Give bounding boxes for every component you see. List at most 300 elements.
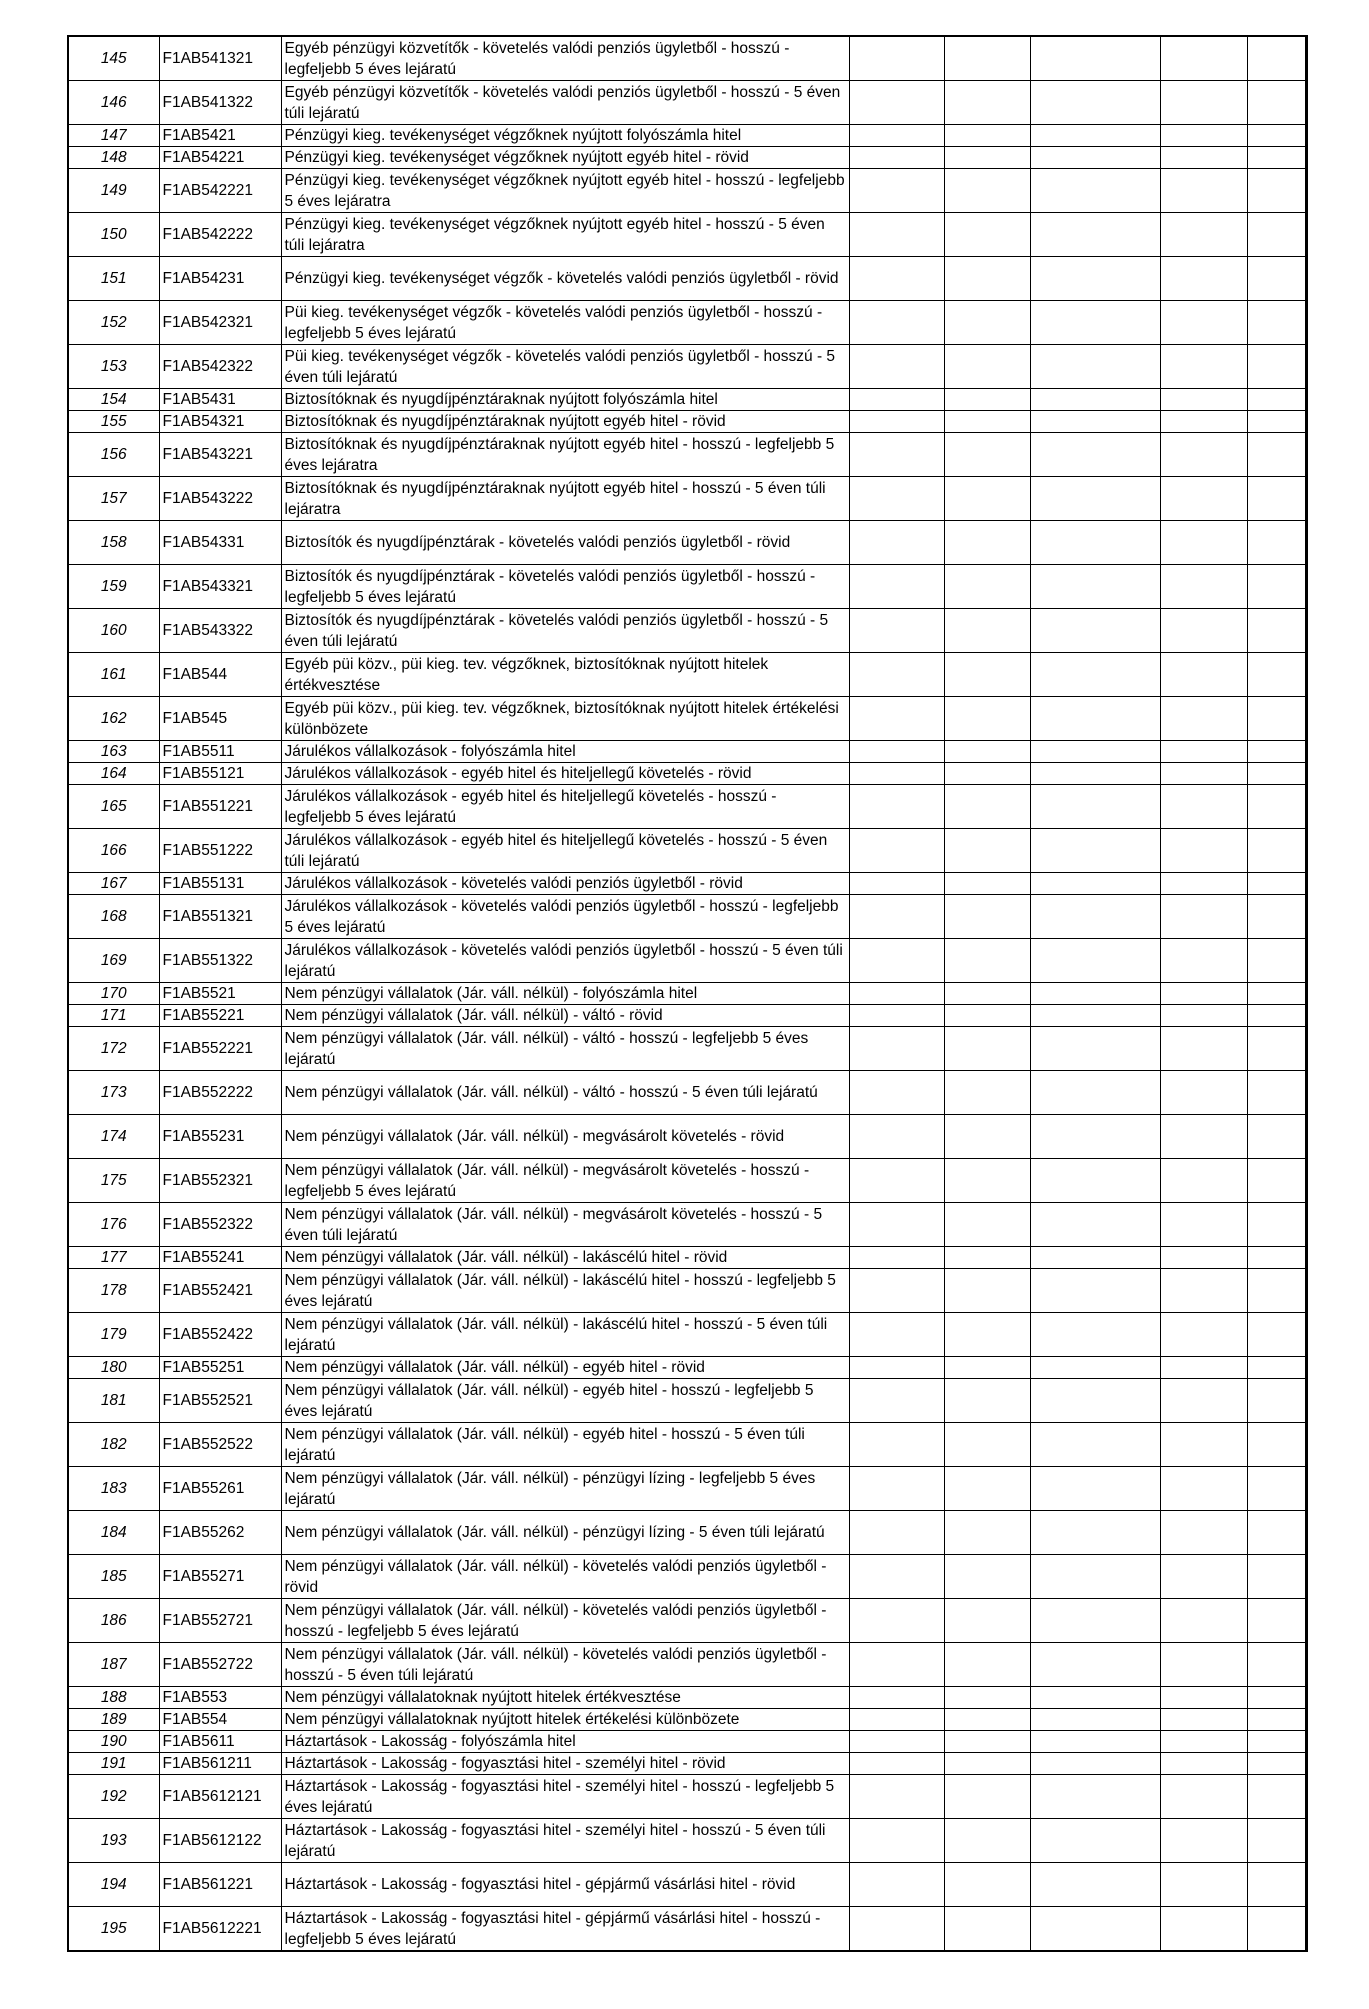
row-description: Háztartások - Lakosság - folyószámla hitel xyxy=(281,1731,849,1753)
value-cell xyxy=(944,697,1030,741)
value-cell xyxy=(849,1071,944,1115)
value-cell xyxy=(1160,411,1247,433)
row-description: Nem pénzügyi vállalatok (Jár. váll. nélkül) - lakáscélú hitel - hosszú - 5 éven túli lejáratú xyxy=(281,1313,849,1357)
table-row xyxy=(68,1731,1306,1753)
value-cell xyxy=(1030,565,1160,609)
value-cell xyxy=(944,477,1030,521)
value-cell xyxy=(1160,763,1247,785)
row-code: F1AB551221 xyxy=(159,785,281,829)
value-cell xyxy=(1160,1159,1247,1203)
row-number: 156 xyxy=(68,433,159,477)
value-cell xyxy=(1247,939,1306,983)
row-code: F1AB5431 xyxy=(159,389,281,411)
value-cell xyxy=(1030,1775,1160,1819)
value-cell xyxy=(849,1709,944,1731)
table-body xyxy=(68,36,1306,1951)
value-cell xyxy=(1160,565,1247,609)
row-code: F1AB552422 xyxy=(159,1313,281,1357)
table-row xyxy=(68,873,1306,895)
value-cell xyxy=(849,1027,944,1071)
row-number: 180 xyxy=(68,1357,159,1379)
value-cell xyxy=(1160,1467,1247,1511)
value-cell xyxy=(1030,1709,1160,1731)
value-cell xyxy=(1160,609,1247,653)
row-description: Járulékos vállalkozások - egyéb hitel és hiteljellegű követelés - hosszú - legfeljebb 5 éves lejáratú xyxy=(281,785,849,829)
row-number: 172 xyxy=(68,1027,159,1071)
value-cell xyxy=(1247,1643,1306,1687)
row-description: Egyéb pénzügyi közvetítők - követelés valódi penziós ügyletből - hosszú - 5 éven túli lejáratú xyxy=(281,81,849,125)
value-cell xyxy=(849,1599,944,1643)
value-cell xyxy=(1160,741,1247,763)
row-number: 177 xyxy=(68,1247,159,1269)
value-cell xyxy=(1160,1511,1247,1555)
row-code: F1AB552221 xyxy=(159,1027,281,1071)
row-description: Nem pénzügyi vállalatok (Jár. váll. nélkül) - egyéb hitel - rövid xyxy=(281,1357,849,1379)
row-number: 193 xyxy=(68,1819,159,1863)
value-cell xyxy=(849,1907,944,1952)
value-cell xyxy=(1160,389,1247,411)
value-cell xyxy=(1030,521,1160,565)
value-cell xyxy=(1160,697,1247,741)
value-cell xyxy=(849,1863,944,1907)
row-description: Biztosítók és nyugdíjpénztárak - követelés valódi penziós ügyletből - hosszú - 5 éven túli lejáratú xyxy=(281,609,849,653)
value-cell xyxy=(1160,477,1247,521)
value-cell xyxy=(849,873,944,895)
value-cell xyxy=(849,301,944,345)
row-description: Nem pénzügyi vállalatok (Jár. váll. nélkül) - megvásárolt követelés - rövid xyxy=(281,1115,849,1159)
value-cell xyxy=(849,345,944,389)
value-cell xyxy=(1247,1115,1306,1159)
row-code: F1AB54231 xyxy=(159,257,281,301)
table-row xyxy=(68,1511,1306,1555)
value-cell xyxy=(849,1753,944,1775)
value-cell xyxy=(1247,829,1306,873)
row-number: 189 xyxy=(68,1709,159,1731)
row-code: F1AB5612122 xyxy=(159,1819,281,1863)
value-cell xyxy=(849,983,944,1005)
value-cell xyxy=(849,1511,944,1555)
row-number: 159 xyxy=(68,565,159,609)
row-description: Járulékos vállalkozások - egyéb hitel és hiteljellegű követelés - hosszú - 5 éven túli lejáratú xyxy=(281,829,849,873)
row-description: Nem pénzügyi vállalatok (Jár. váll. nélkül) - megvásárolt követelés - hosszú - legfeljebb 5 éves lejáratú xyxy=(281,1159,849,1203)
row-number: 151 xyxy=(68,257,159,301)
row-description: Nem pénzügyi vállalatok (Jár. váll. nélkül) - váltó - hosszú - 5 éven túli lejáratú xyxy=(281,1071,849,1115)
table-row xyxy=(68,1709,1306,1731)
value-cell xyxy=(1247,741,1306,763)
table-row xyxy=(68,1467,1306,1511)
row-number: 187 xyxy=(68,1643,159,1687)
value-cell xyxy=(1030,345,1160,389)
value-cell xyxy=(1160,1005,1247,1027)
value-cell xyxy=(944,36,1030,81)
value-cell xyxy=(1030,895,1160,939)
value-cell xyxy=(849,1555,944,1599)
row-number: 162 xyxy=(68,697,159,741)
row-number: 195 xyxy=(68,1907,159,1952)
row-code: F1AB545 xyxy=(159,697,281,741)
value-cell xyxy=(1247,433,1306,477)
value-cell xyxy=(849,1357,944,1379)
value-cell xyxy=(944,1643,1030,1687)
row-number: 184 xyxy=(68,1511,159,1555)
value-cell xyxy=(1247,169,1306,213)
row-number: 168 xyxy=(68,895,159,939)
value-cell xyxy=(1030,1555,1160,1599)
value-cell xyxy=(1160,147,1247,169)
row-description: Biztosítóknak és nyugdíjpénztáraknak nyújtott egyéb hitel - hosszú - 5 éven túli lejáratra xyxy=(281,477,849,521)
row-description: Nem pénzügyi vállalatoknak nyújtott hitelek értékvesztése xyxy=(281,1687,849,1709)
row-number: 169 xyxy=(68,939,159,983)
row-number: 157 xyxy=(68,477,159,521)
row-description: Nem pénzügyi vállalatok (Jár. váll. nélkül) - követelés valódi penziós ügyletből - hosszú - legfeljebb 5 éves lejáratú xyxy=(281,1599,849,1643)
table-row xyxy=(68,609,1306,653)
row-number: 148 xyxy=(68,147,159,169)
table-row xyxy=(68,257,1306,301)
value-cell xyxy=(1247,785,1306,829)
value-cell xyxy=(849,477,944,521)
row-code: F1AB552421 xyxy=(159,1269,281,1313)
row-number: 158 xyxy=(68,521,159,565)
value-cell xyxy=(1247,1203,1306,1247)
value-cell xyxy=(944,125,1030,147)
value-cell xyxy=(944,829,1030,873)
table-row xyxy=(68,1115,1306,1159)
row-number: 181 xyxy=(68,1379,159,1423)
table-row xyxy=(68,1159,1306,1203)
table-row xyxy=(68,1907,1306,1952)
value-cell xyxy=(944,1269,1030,1313)
row-number: 161 xyxy=(68,653,159,697)
value-cell xyxy=(1247,1599,1306,1643)
value-cell xyxy=(1247,1379,1306,1423)
value-cell xyxy=(1247,301,1306,345)
value-cell xyxy=(944,1005,1030,1027)
value-cell xyxy=(944,301,1030,345)
value-cell xyxy=(1030,147,1160,169)
row-code: F1AB55271 xyxy=(159,1555,281,1599)
value-cell xyxy=(1247,609,1306,653)
value-cell xyxy=(944,1071,1030,1115)
value-cell xyxy=(1160,1247,1247,1269)
value-cell xyxy=(1030,389,1160,411)
value-cell xyxy=(1160,1687,1247,1709)
row-code: F1AB552522 xyxy=(159,1423,281,1467)
value-cell xyxy=(944,1819,1030,1863)
value-cell xyxy=(1160,125,1247,147)
value-cell xyxy=(1030,1027,1160,1071)
data-table xyxy=(67,35,1308,1952)
value-cell xyxy=(1247,565,1306,609)
value-cell xyxy=(1160,1731,1247,1753)
value-cell xyxy=(1160,1313,1247,1357)
row-code: F1AB55241 xyxy=(159,1247,281,1269)
value-cell xyxy=(1247,257,1306,301)
value-cell xyxy=(1160,257,1247,301)
value-cell xyxy=(1160,895,1247,939)
row-description: Biztosítóknak és nyugdíjpénztáraknak nyújtott folyószámla hitel xyxy=(281,389,849,411)
value-cell xyxy=(944,1027,1030,1071)
value-cell xyxy=(1030,1005,1160,1027)
table-row xyxy=(68,1357,1306,1379)
row-number: 149 xyxy=(68,169,159,213)
value-cell xyxy=(1247,213,1306,257)
value-cell xyxy=(849,565,944,609)
row-number: 164 xyxy=(68,763,159,785)
value-cell xyxy=(944,1731,1030,1753)
row-description: Nem pénzügyi vállalatok (Jár. váll. nélkül) - egyéb hitel - hosszú - legfeljebb 5 éves lejáratú xyxy=(281,1379,849,1423)
row-code: F1AB542321 xyxy=(159,301,281,345)
row-description: Nem pénzügyi vállalatok (Jár. váll. nélkül) - pénzügyi lízing - 5 éven túli lejáratú xyxy=(281,1511,849,1555)
row-number: 173 xyxy=(68,1071,159,1115)
value-cell xyxy=(1030,213,1160,257)
row-description: Háztartások - Lakosság - fogyasztási hitel - személyi hitel - hosszú - 5 éven túli lejáratú xyxy=(281,1819,849,1863)
value-cell xyxy=(1247,1687,1306,1709)
value-cell xyxy=(849,1247,944,1269)
row-code: F1AB5612221 xyxy=(159,1907,281,1952)
value-cell xyxy=(1030,741,1160,763)
row-code: F1AB552322 xyxy=(159,1203,281,1247)
row-description: Biztosítók és nyugdíjpénztárak - követelés valódi penziós ügyletből - hosszú - legfeljebb 5 éves lejáratú xyxy=(281,565,849,609)
value-cell xyxy=(1030,1115,1160,1159)
row-code: F1AB5521 xyxy=(159,983,281,1005)
value-cell xyxy=(944,1599,1030,1643)
row-code: F1AB543222 xyxy=(159,477,281,521)
value-cell xyxy=(1160,1863,1247,1907)
table-row xyxy=(68,1269,1306,1313)
value-cell xyxy=(1247,81,1306,125)
value-cell xyxy=(944,389,1030,411)
row-description: Egyéb püi közv., püi kieg. tev. végzőknek, biztosítóknak nyújtott hitelek értékvesztése xyxy=(281,653,849,697)
row-code: F1AB55121 xyxy=(159,763,281,785)
row-number: 146 xyxy=(68,81,159,125)
value-cell xyxy=(1247,653,1306,697)
value-cell xyxy=(1247,1907,1306,1952)
row-number: 145 xyxy=(68,36,159,81)
row-number: 171 xyxy=(68,1005,159,1027)
table-row xyxy=(68,125,1306,147)
table-row xyxy=(68,1753,1306,1775)
value-cell xyxy=(849,829,944,873)
row-code: F1AB5611 xyxy=(159,1731,281,1753)
row-code: F1AB542221 xyxy=(159,169,281,213)
value-cell xyxy=(1030,1467,1160,1511)
value-cell xyxy=(944,1555,1030,1599)
row-number: 192 xyxy=(68,1775,159,1819)
value-cell xyxy=(1247,1731,1306,1753)
value-cell xyxy=(1247,521,1306,565)
row-code: F1AB552521 xyxy=(159,1379,281,1423)
value-cell xyxy=(849,1379,944,1423)
value-cell xyxy=(944,741,1030,763)
row-description: Biztosítóknak és nyugdíjpénztáraknak nyújtott egyéb hitel - hosszú - legfeljebb 5 éves lejáratra xyxy=(281,433,849,477)
value-cell xyxy=(849,1269,944,1313)
table-row xyxy=(68,1379,1306,1423)
row-description: Nem pénzügyi vállalatok (Jár. váll. nélkül) - váltó - rövid xyxy=(281,1005,849,1027)
table-row xyxy=(68,565,1306,609)
row-code: F1AB54331 xyxy=(159,521,281,565)
value-cell xyxy=(849,81,944,125)
value-cell xyxy=(1247,477,1306,521)
value-cell xyxy=(944,1863,1030,1907)
row-number: 182 xyxy=(68,1423,159,1467)
row-code: F1AB551222 xyxy=(159,829,281,873)
table-row xyxy=(68,939,1306,983)
value-cell xyxy=(944,1687,1030,1709)
row-number: 186 xyxy=(68,1599,159,1643)
value-cell xyxy=(849,257,944,301)
value-cell xyxy=(1247,1863,1306,1907)
row-number: 170 xyxy=(68,983,159,1005)
value-cell xyxy=(944,213,1030,257)
value-cell xyxy=(1247,1467,1306,1511)
value-cell xyxy=(1160,1357,1247,1379)
row-code: F1AB55251 xyxy=(159,1357,281,1379)
row-code: F1AB5511 xyxy=(159,741,281,763)
row-code: F1AB55131 xyxy=(159,873,281,895)
row-description: Nem pénzügyi vállalatok (Jár. váll. nélkül) - lakáscélú hitel - rövid xyxy=(281,1247,849,1269)
table-row xyxy=(68,389,1306,411)
row-number: 175 xyxy=(68,1159,159,1203)
row-description: Nem pénzügyi vállalatok (Jár. váll. nélkül) - folyószámla hitel xyxy=(281,983,849,1005)
value-cell xyxy=(1030,125,1160,147)
value-cell xyxy=(1030,1511,1160,1555)
row-description: Nem pénzügyi vállalatok (Jár. váll. nélkül) - követelés valódi penziós ügyletből - hosszú - 5 éven túli lejáratú xyxy=(281,1643,849,1687)
row-code: F1AB553 xyxy=(159,1687,281,1709)
row-description: Pénzügyi kieg. tevékenységet végzőknek nyújtott folyószámla hitel xyxy=(281,125,849,147)
value-cell xyxy=(1030,1643,1160,1687)
table-row xyxy=(68,433,1306,477)
value-cell xyxy=(944,939,1030,983)
row-description: Nem pénzügyi vállalatoknak nyújtott hitelek értékelési különbözete xyxy=(281,1709,849,1731)
row-description: Pénzügyi kieg. tevékenységet végzőknek nyújtott egyéb hitel - hosszú - legfeljebb 5 éves lejáratra xyxy=(281,169,849,213)
value-cell xyxy=(944,983,1030,1005)
row-number: 183 xyxy=(68,1467,159,1511)
row-number: 191 xyxy=(68,1753,159,1775)
table-row xyxy=(68,521,1306,565)
value-cell xyxy=(849,1819,944,1863)
value-cell xyxy=(944,1775,1030,1819)
value-cell xyxy=(1160,521,1247,565)
value-cell xyxy=(1247,1357,1306,1379)
value-cell xyxy=(1160,1709,1247,1731)
row-description: Nem pénzügyi vállalatok (Jár. váll. nélkül) - megvásárolt követelés - hosszú - 5 éven túli lejáratú xyxy=(281,1203,849,1247)
row-code: F1AB543322 xyxy=(159,609,281,653)
row-number: 178 xyxy=(68,1269,159,1313)
table-row xyxy=(68,829,1306,873)
value-cell xyxy=(944,1357,1030,1379)
value-cell xyxy=(1030,1907,1160,1952)
row-number: 194 xyxy=(68,1863,159,1907)
value-cell xyxy=(1030,257,1160,301)
row-code: F1AB54221 xyxy=(159,147,281,169)
row-code: F1AB542222 xyxy=(159,213,281,257)
row-number: 166 xyxy=(68,829,159,873)
value-cell xyxy=(944,1467,1030,1511)
row-number: 163 xyxy=(68,741,159,763)
value-cell xyxy=(1247,1753,1306,1775)
table-row xyxy=(68,653,1306,697)
row-number: 160 xyxy=(68,609,159,653)
row-description: Püi kieg. tevékenységet végzők - követelés valódi penziós ügyletből - hosszú - 5 éven túli lejáratú xyxy=(281,345,849,389)
table-row xyxy=(68,741,1306,763)
row-description: Püi kieg. tevékenységet végzők - követelés valódi penziós ügyletből - hosszú - legfeljebb 5 éves lejáratú xyxy=(281,301,849,345)
table-row xyxy=(68,81,1306,125)
value-cell xyxy=(1247,1269,1306,1313)
table-row xyxy=(68,213,1306,257)
value-cell xyxy=(849,653,944,697)
value-cell xyxy=(944,1709,1030,1731)
value-cell xyxy=(1160,1027,1247,1071)
value-cell xyxy=(1030,609,1160,653)
row-code: F1AB543321 xyxy=(159,565,281,609)
value-cell xyxy=(1247,1159,1306,1203)
table-row xyxy=(68,1599,1306,1643)
row-code: F1AB561211 xyxy=(159,1753,281,1775)
value-cell xyxy=(944,1159,1030,1203)
value-cell xyxy=(1160,983,1247,1005)
value-cell xyxy=(1160,939,1247,983)
value-cell xyxy=(1160,1203,1247,1247)
value-cell xyxy=(1030,1269,1160,1313)
row-code: F1AB552721 xyxy=(159,1599,281,1643)
value-cell xyxy=(1247,763,1306,785)
row-number: 167 xyxy=(68,873,159,895)
value-cell xyxy=(1160,1115,1247,1159)
value-cell xyxy=(1030,1423,1160,1467)
value-cell xyxy=(1247,1775,1306,1819)
value-cell xyxy=(1030,1379,1160,1423)
table-row xyxy=(68,983,1306,1005)
row-code: F1AB554 xyxy=(159,1709,281,1731)
value-cell xyxy=(1160,1753,1247,1775)
value-cell xyxy=(1247,1423,1306,1467)
value-cell xyxy=(1160,1819,1247,1863)
table-row xyxy=(68,895,1306,939)
value-cell xyxy=(849,741,944,763)
table-row xyxy=(68,1863,1306,1907)
value-cell xyxy=(944,1907,1030,1952)
row-description: Egyéb pénzügyi közvetítők - követelés valódi penziós ügyletből - hosszú - legfeljebb 5 éves lejáratú xyxy=(281,36,849,81)
value-cell xyxy=(944,169,1030,213)
row-code: F1AB542322 xyxy=(159,345,281,389)
value-cell xyxy=(849,697,944,741)
value-cell xyxy=(849,785,944,829)
table-row xyxy=(68,1071,1306,1115)
value-cell xyxy=(944,565,1030,609)
value-cell xyxy=(1247,125,1306,147)
value-cell xyxy=(1030,1247,1160,1269)
value-cell xyxy=(1247,1027,1306,1071)
table-row xyxy=(68,1819,1306,1863)
value-cell xyxy=(944,521,1030,565)
value-cell xyxy=(849,389,944,411)
row-number: 165 xyxy=(68,785,159,829)
value-cell xyxy=(849,1203,944,1247)
table-row xyxy=(68,697,1306,741)
value-cell xyxy=(944,1247,1030,1269)
value-cell xyxy=(1030,169,1160,213)
value-cell xyxy=(1030,1599,1160,1643)
value-cell xyxy=(1160,1599,1247,1643)
value-cell xyxy=(849,169,944,213)
table-row xyxy=(68,1555,1306,1599)
value-cell xyxy=(1030,785,1160,829)
row-description: Pénzügyi kieg. tevékenységet végzőknek nyújtott egyéb hitel - rövid xyxy=(281,147,849,169)
value-cell xyxy=(944,1753,1030,1775)
value-cell xyxy=(849,36,944,81)
value-cell xyxy=(1030,697,1160,741)
value-cell xyxy=(1247,983,1306,1005)
